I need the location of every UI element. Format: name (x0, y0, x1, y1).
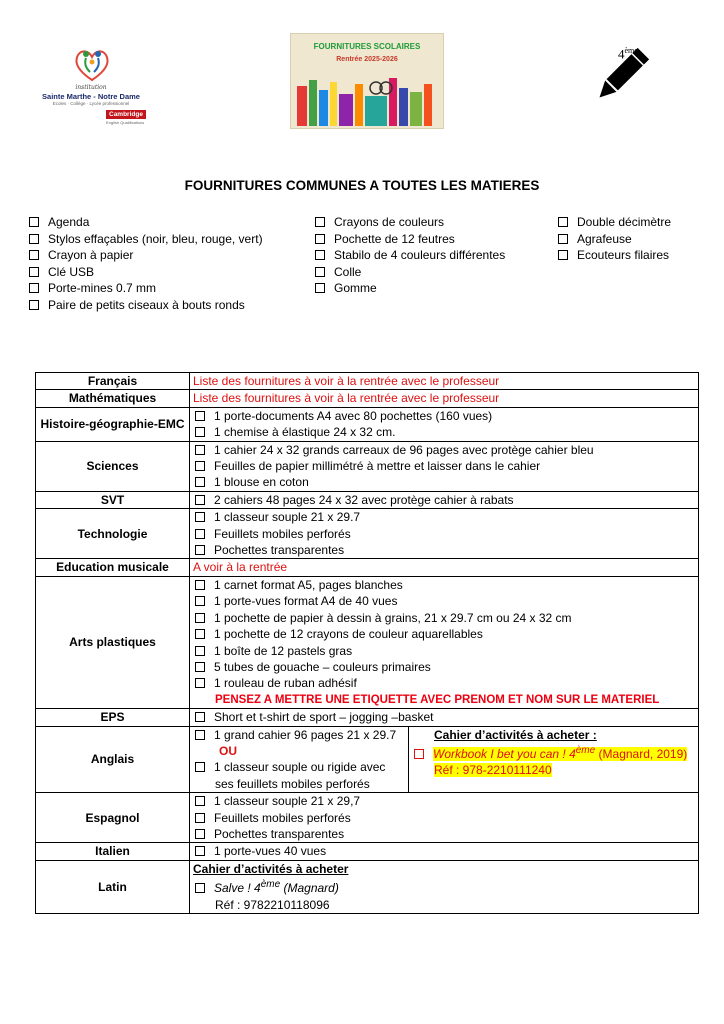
supply-item[interactable] (193, 474, 695, 490)
header-banner (290, 33, 444, 129)
workbook-sup: ème (575, 744, 596, 756)
table-row-arts (36, 576, 699, 708)
table-row-histoire (36, 407, 699, 441)
supply-item[interactable] (193, 659, 695, 675)
checkbox-icon[interactable] (29, 250, 39, 260)
table-row-svt (36, 491, 699, 508)
book-sup: ème (260, 879, 281, 891)
supply-label: Feuillets mobiles perforés (214, 810, 351, 825)
checkbox-icon[interactable] (195, 613, 205, 623)
common-item[interactable] (315, 264, 505, 281)
table-row-espagnol (36, 793, 699, 843)
supply-item[interactable] (193, 492, 695, 508)
workbook-title: Workbook I bet you can ! 4 (433, 746, 576, 761)
supply-item[interactable] (193, 759, 405, 775)
checkbox-icon[interactable] (195, 477, 205, 487)
checkbox-icon[interactable] (29, 217, 39, 227)
checkbox-icon[interactable] (195, 629, 205, 639)
subject-label: Arts plastiques (36, 576, 190, 708)
book-publisher: (Magnard) (280, 881, 339, 896)
school-logo (36, 46, 146, 136)
checkbox-icon[interactable] (195, 596, 205, 606)
cambridge-sub: English Qualifications (106, 120, 145, 125)
subject-label: Anglais (36, 726, 190, 793)
checkbox-icon[interactable] (195, 796, 205, 806)
checkbox-icon[interactable] (195, 883, 205, 893)
supply-item[interactable] (193, 442, 695, 458)
supply-item[interactable] (193, 408, 695, 424)
supply-item[interactable] (193, 424, 695, 440)
common-item[interactable] (29, 297, 263, 314)
supply-label: 1 carnet format A5, pages blanches (214, 577, 403, 592)
supply-label: Pochettes transparentes (214, 543, 345, 558)
common-list-col3 (558, 214, 671, 264)
supply-label: 1 blouse en coton (214, 475, 309, 490)
common-item[interactable] (558, 247, 671, 264)
checkbox-icon[interactable] (558, 250, 568, 260)
subject-label: Technologie (36, 509, 190, 559)
supply-label: 1 rouleau de ruban adhésif (214, 676, 357, 691)
common-item[interactable] (315, 231, 505, 248)
supply-label: 1 boîte de 12 pastels gras (214, 643, 353, 658)
subjects-table (35, 372, 699, 914)
anglais-right (409, 727, 699, 793)
supply-item[interactable] (193, 610, 695, 626)
subject-items (190, 509, 699, 559)
common-item[interactable] (315, 247, 505, 264)
checkbox-icon[interactable] (29, 300, 39, 310)
common-item[interactable] (29, 264, 263, 281)
checkbox-icon[interactable] (29, 234, 39, 244)
subject-items (190, 441, 699, 491)
supply-label: Short et t-shirt de sport – jogging –basket (214, 710, 434, 725)
checkbox-icon[interactable] (195, 662, 205, 672)
subject-label: Mathématiques (36, 390, 190, 407)
table-row-sciences (36, 441, 699, 491)
subject-label: Histoire-géographie-EMC (36, 407, 190, 441)
subject-items (190, 491, 699, 508)
table-row-anglais (36, 726, 699, 793)
activity-book-title: Cahier d’activités à acheter (193, 861, 349, 876)
table-row-italien (36, 843, 699, 860)
supply-label: Feuillets mobiles perforés (214, 526, 351, 541)
supply-item[interactable] (193, 877, 695, 896)
supply-item[interactable] (193, 675, 695, 691)
checkbox-icon[interactable] (195, 730, 205, 740)
supply-label: 1 pochette de papier à dessin à grains, 21 x 29.7 cm ou 24 x 32 cm (214, 610, 572, 625)
supply-item[interactable] (193, 577, 695, 593)
checkbox-icon[interactable] (558, 217, 568, 227)
supply-item[interactable] (193, 727, 405, 743)
checkbox-icon[interactable] (29, 283, 39, 293)
supply-label: 1 porte-vues format A4 de 40 vues (214, 594, 398, 609)
label-warning: PENSEZ A METTRE UNE ETIQUETTE AVEC PRENOM ET NOM SUR LE MATERIEL (215, 693, 660, 706)
common-item[interactable] (29, 214, 263, 231)
subject-items (190, 726, 699, 793)
checkbox-icon[interactable] (195, 712, 205, 722)
checkbox-icon[interactable] (195, 461, 205, 471)
supply-label: Feuilles de papier millimétré à mettre et laisser dans le cahier (214, 459, 541, 474)
checkbox-icon[interactable] (414, 749, 424, 759)
checkbox-icon[interactable] (195, 445, 205, 455)
logo-line-institution: institution (75, 84, 107, 91)
table-row-francais (36, 373, 699, 390)
common-item-label: Pochette de 12 feutres (334, 231, 455, 246)
common-item-label: Ecouteurs filaires (577, 248, 670, 262)
common-item-label: Crayon à papier (48, 248, 134, 262)
common-item-label: Stylos effaçables (noir, bleu, rouge, vert) (48, 231, 263, 246)
subject-note: Liste des fournitures à voir à la rentrée avec le professeur (190, 373, 699, 390)
checkbox-icon[interactable] (558, 234, 568, 244)
checkbox-icon[interactable] (195, 427, 205, 437)
anglais-split (190, 727, 698, 793)
common-item[interactable] (315, 280, 505, 297)
subject-items (190, 860, 699, 913)
supply-item[interactable] (193, 793, 695, 809)
supply-item[interactable] (193, 542, 695, 558)
book-title: Salve ! 4 (214, 881, 261, 896)
subject-items (190, 576, 699, 708)
supply-label: 1 grand cahier 96 pages 21 x 29.7 (214, 727, 397, 742)
subject-label: EPS (36, 709, 190, 726)
common-item-label: Double décimètre (577, 215, 672, 229)
common-item[interactable] (29, 280, 263, 297)
checkbox-icon[interactable] (315, 283, 325, 293)
checkbox-icon[interactable] (195, 646, 205, 656)
checkbox-icon[interactable] (195, 846, 205, 856)
checkbox-icon[interactable] (195, 512, 205, 522)
grade-number: 4 (618, 46, 625, 62)
supply-label: 1 chemise à élastique 24 x 32 cm. (214, 425, 396, 440)
subject-items (190, 843, 699, 860)
subject-items (190, 407, 699, 441)
subject-items (190, 709, 699, 726)
grade-label (618, 46, 638, 62)
checkbox-icon[interactable] (315, 250, 325, 260)
common-item-label: Clé USB (48, 264, 95, 279)
supply-label: 1 classeur souple ou rigide avec (214, 760, 386, 775)
logo-line-school: Sainte Marthe - Notre Dame (42, 92, 140, 101)
supply-label: Pochettes transparentes (214, 826, 345, 841)
supply-item[interactable] (193, 843, 695, 859)
supply-item[interactable] (193, 709, 695, 725)
checkbox-icon[interactable] (195, 829, 205, 839)
subject-note: Liste des fournitures à voir à la rentrée avec le professeur (190, 390, 699, 407)
checkbox-icon[interactable] (195, 678, 205, 688)
common-list-col2 (315, 214, 505, 297)
banner-title: FOURNITURES SCOLAIRES (313, 42, 421, 51)
workbook-item[interactable] (412, 743, 695, 762)
cambridge-badge: Cambridge (106, 110, 146, 119)
subject-note: A voir à la rentrée (190, 559, 699, 576)
checkbox-icon[interactable] (315, 234, 325, 244)
checkbox-icon[interactable] (195, 529, 205, 539)
common-item[interactable] (29, 231, 263, 248)
grade-suffix: ème (624, 46, 638, 55)
checkbox-icon[interactable] (315, 267, 325, 277)
supply-item[interactable] (193, 826, 695, 842)
common-item-label: Porte-mines 0.7 mm (48, 281, 157, 295)
subject-label: Français (36, 373, 190, 390)
supply-label: 1 porte-vues 40 vues (214, 844, 327, 859)
supply-label: 1 porte-documents A4 avec 80 pochettes (160 vues) (214, 408, 493, 423)
table-row-technologie (36, 509, 699, 559)
school-supplies-illustration (291, 66, 443, 128)
subject-items (190, 793, 699, 843)
supply-item[interactable] (193, 626, 695, 642)
common-item-label: Colle (334, 264, 362, 279)
common-item-label: Agrafeuse (577, 231, 632, 246)
checkbox-icon[interactable] (195, 580, 205, 590)
supply-label: 5 tubes de gouache – couleurs primaires (214, 659, 431, 674)
subject-label: Sciences (36, 441, 190, 491)
supply-item[interactable] (193, 810, 695, 826)
activity-book-title: Cahier d’activités à acheter : (434, 727, 597, 742)
book-ref: Réf : 9782210118096 (215, 897, 330, 912)
supply-item[interactable] (193, 593, 695, 609)
or-label: OU (219, 743, 237, 758)
supply-item[interactable] (193, 526, 695, 542)
common-item-label: Crayons de couleurs (334, 215, 445, 229)
subject-label: Education musicale (36, 559, 190, 576)
supply-label: 1 classeur souple 21 x 29.7 (214, 510, 361, 525)
common-item-label: Agenda (48, 215, 90, 229)
anglais-left (190, 727, 409, 793)
supply-item[interactable] (193, 643, 695, 659)
page-title: FOURNITURES COMMUNES A TOUTES LES MATIERES (184, 178, 540, 193)
supply-label: 1 classeur souple 21 x 29,7 (214, 794, 361, 809)
table-row-eps (36, 709, 699, 726)
supply-label-cont: ses feuillets mobiles perforés (215, 776, 370, 791)
common-item-label: Gomme (334, 281, 377, 295)
checkbox-icon[interactable] (315, 217, 325, 227)
supply-item[interactable] (193, 458, 695, 474)
checkbox-icon[interactable] (195, 762, 205, 772)
common-item[interactable] (315, 214, 505, 231)
heart-logo-icon (72, 46, 112, 82)
table-row-musique (36, 559, 699, 576)
supply-label: 1 cahier 24 x 32 grands carreaux de 96 pages avec protège cahier bleu (214, 442, 594, 457)
subject-label: Italien (36, 843, 190, 860)
common-item[interactable] (558, 214, 671, 231)
checkbox-icon[interactable] (195, 813, 205, 823)
common-item-label: Paire de petits ciseaux à bouts ronds (48, 297, 245, 312)
common-item[interactable] (558, 231, 671, 248)
subject-label: Latin (36, 860, 190, 913)
common-item-label: Stabilo de 4 couleurs différentes (334, 248, 506, 262)
workbook-ref: Réf : 978-2210111240 (434, 763, 552, 778)
workbook-publisher: (Magnard, 2019) (595, 746, 688, 761)
supply-item[interactable] (193, 509, 695, 525)
common-item[interactable] (29, 247, 263, 264)
table-row-latin (36, 860, 699, 913)
banner-subtitle: Rentrée 2025-2026 (336, 56, 398, 63)
common-list-col1 (29, 214, 263, 313)
checkbox-icon[interactable] (29, 267, 39, 277)
subject-label: Espagnol (36, 793, 190, 843)
supply-label: 2 cahiers 48 pages 24 x 32 avec protège cahier à rabats (214, 492, 514, 507)
logo-line-levels: Ecoles · Collège · Lycée professionnel (52, 101, 130, 106)
table-row-maths (36, 390, 699, 407)
checkbox-icon[interactable] (195, 545, 205, 555)
subject-label: SVT (36, 491, 190, 508)
checkbox-icon[interactable] (195, 495, 205, 505)
checkbox-icon[interactable] (195, 411, 205, 421)
supply-label: 1 pochette de 12 crayons de couleur aquarellables (214, 627, 483, 642)
